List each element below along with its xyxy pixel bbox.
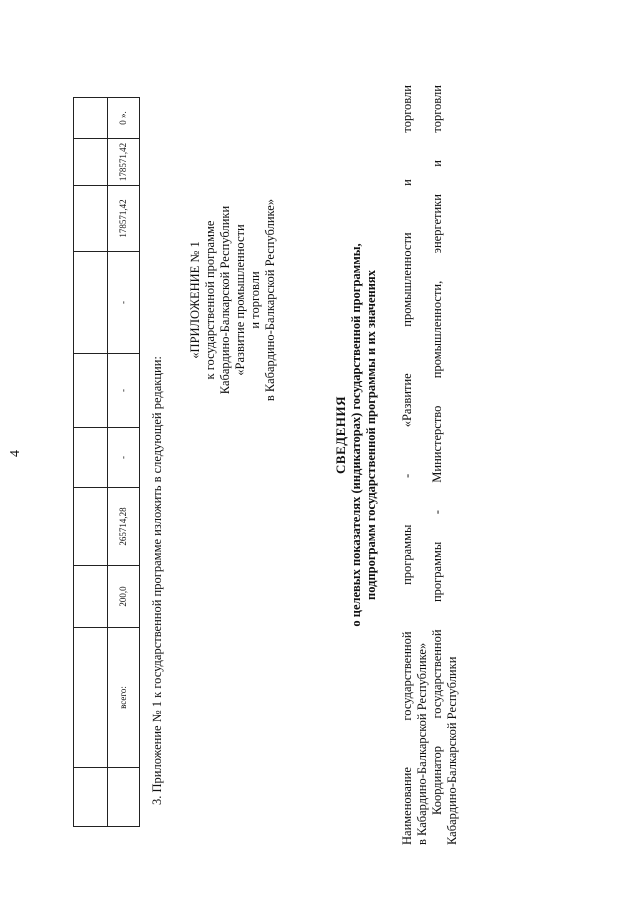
appendix-line: «Развитие промышленности <box>233 224 247 376</box>
heading-title: СВЕДЕНИЯ <box>333 396 348 474</box>
table-cell <box>74 98 107 139</box>
word: промышленности <box>400 232 414 327</box>
table-cell: 178571,42 <box>107 139 140 186</box>
word: Наименование <box>400 767 414 845</box>
appendix-line: Кабардино-Балкарской Республики <box>218 205 232 395</box>
program-name-continuation: в Кабардино-Балкарской Республике» <box>415 642 429 845</box>
word: - <box>400 473 414 478</box>
intro-paragraph: 3. Приложение № 1 к государственной программе изложить в следующей редакции: <box>150 356 164 805</box>
appendix-line: к государственной программе <box>203 220 217 380</box>
table-cell: 265714,28 <box>107 488 140 566</box>
word: государственной <box>400 631 414 721</box>
word: промышленности, <box>430 280 444 379</box>
word: торговли <box>400 85 414 133</box>
coordinator-line <box>430 85 445 845</box>
budget-table <box>73 97 140 827</box>
table-cell <box>74 428 107 488</box>
table-cell: 200,0 <box>107 566 140 628</box>
word: программы <box>400 524 414 585</box>
word: Координатор <box>430 745 444 815</box>
table-cell <box>74 354 107 428</box>
word: программы <box>430 541 444 603</box>
appendix-line: и торговли <box>248 271 262 329</box>
word: «Развитие <box>400 373 414 428</box>
table-cell <box>74 566 107 628</box>
heading-line: подпрограмм государственной программы и их значениях <box>364 270 378 600</box>
table-cell-total-label: всего: <box>107 628 140 768</box>
table-cell <box>74 768 107 826</box>
program-name-line <box>400 85 415 845</box>
coordinator-continuation: Кабардино-Балкарской Республики <box>445 656 459 845</box>
appendix-line: «ПРИЛОЖЕНИЕ № 1 <box>188 241 202 359</box>
table-cell: 178571,42 <box>107 186 140 252</box>
table-cell <box>74 139 107 186</box>
table-row <box>74 98 108 826</box>
word: энергетики <box>430 194 444 254</box>
table-cell: 0 ». <box>107 98 140 139</box>
word: торговли <box>430 85 444 133</box>
table-cell: - <box>107 354 140 428</box>
program-info <box>400 85 460 845</box>
table-cell <box>74 488 107 566</box>
table-cell <box>74 628 107 768</box>
table-row <box>107 98 140 826</box>
word: государственной <box>430 629 444 719</box>
word: и <box>400 179 414 186</box>
word: Министерство <box>430 405 444 483</box>
section-heading <box>333 155 379 715</box>
page-number: 4 <box>8 450 23 457</box>
appendix-line: в Кабардино-Балкарской Республике» <box>263 198 277 402</box>
word: и <box>430 159 444 167</box>
table-cell <box>74 252 107 354</box>
appendix-header <box>188 160 278 440</box>
word: - <box>430 510 444 515</box>
table-cell <box>107 768 140 826</box>
table-cell <box>74 186 107 252</box>
table-cell: - <box>107 252 140 354</box>
table-cell: - <box>107 428 140 488</box>
heading-line: о целевых показателях (индикаторах) государственной программы, <box>349 243 363 627</box>
